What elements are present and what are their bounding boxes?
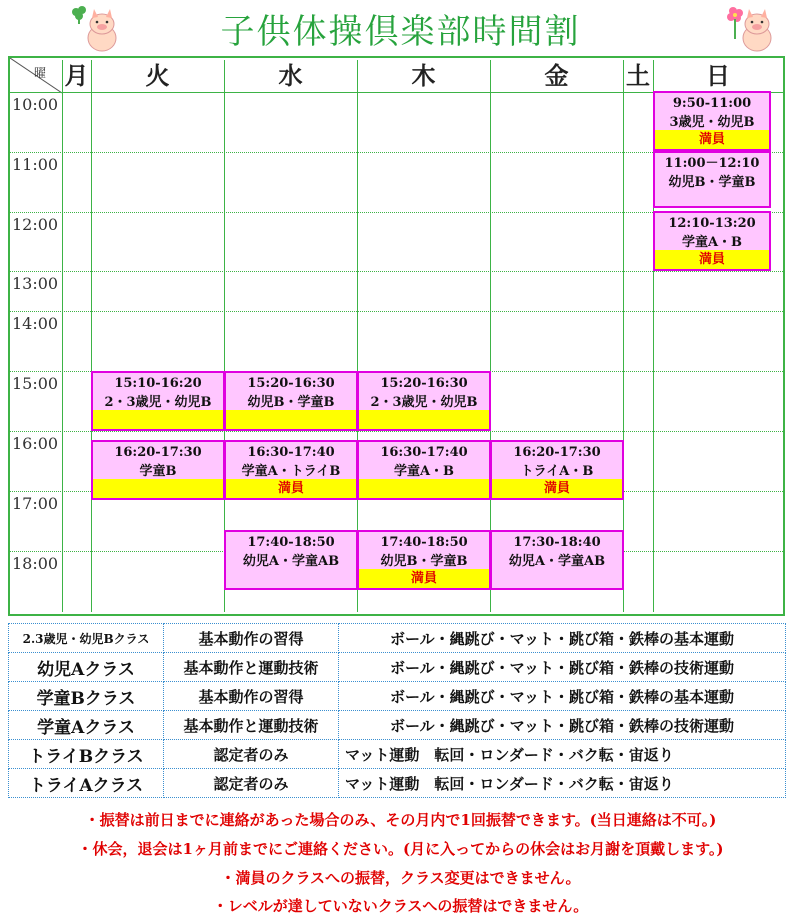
class-content: マット運動 転回・ロンダード・バク転・宙返り (339, 769, 786, 798)
class-time: 11:00－12:10 (664, 156, 760, 171)
day-header-wed: 水 (278, 62, 303, 90)
class-time: 17:40-18:50 (247, 535, 335, 550)
day-header-tue: 火 (145, 62, 170, 90)
day-header-sat: 土 (626, 62, 650, 90)
class-label: 学童A・B (393, 464, 455, 479)
class-block-wed-3[interactable] (224, 530, 358, 590)
class-goal: 認定者のみ (164, 769, 339, 798)
time-label: 13:00 (12, 274, 59, 293)
class-name: 学童Aクラス (9, 711, 164, 740)
class-time: 15:20-16:30 (380, 376, 468, 391)
note-text: ・満員のクラスへの振替，クラス変更はできません。 (220, 869, 581, 887)
class-time: 9:50-11:00 (672, 96, 752, 111)
full-badge (226, 569, 356, 588)
class-goal: 基本動作の習得 (164, 624, 339, 653)
class-time: 16:30-17:40 (380, 445, 468, 460)
table-row (9, 624, 786, 653)
class-block-thu-1[interactable] (357, 371, 491, 431)
time-label: 18:00 (12, 554, 59, 573)
class-block-tue-2[interactable] (91, 440, 225, 500)
time-label: 14:00 (12, 314, 59, 333)
class-time: 17:30-18:40 (513, 535, 601, 550)
class-content: ボール・縄跳び・マット・跳び箱・鉄棒の基本運動 (339, 682, 786, 711)
full-badge: 満員 (655, 250, 769, 269)
class-label: 幼児B・学童B (247, 395, 335, 410)
class-name: トライAクラス (9, 769, 164, 798)
class-label: 2・3歳児・幼児B (370, 395, 478, 410)
class-label: 幼児A・学童AB (508, 554, 606, 569)
class-label: 学童B (139, 464, 177, 479)
class-goal: 基本動作と運動技術 (164, 653, 339, 682)
class-legend-table (8, 623, 786, 798)
class-label: 幼児B・学童B (380, 554, 468, 569)
corner-label: 曜 (34, 66, 47, 80)
class-label: 3歳児・幼児B (669, 115, 755, 130)
class-time: 16:30-17:40 (247, 445, 335, 460)
full-badge (359, 479, 489, 498)
time-label: 16:00 (12, 434, 59, 453)
class-time: 16:20-17:30 (513, 445, 601, 460)
class-block-fri-2[interactable] (490, 440, 624, 500)
class-name: 幼児Aクラス (9, 653, 164, 682)
full-badge (655, 187, 769, 206)
class-label: 学童A・トライB (241, 464, 341, 479)
full-badge: 満員 (226, 479, 356, 498)
class-block-sun-1[interactable] (653, 91, 771, 151)
flower-pig-icon (723, 4, 781, 54)
note-text: ・振替は前日までに連絡があった場合のみ、その月内で1回振替できます。(当日連絡は不可。) (84, 811, 717, 829)
class-goal: 基本動作の習得 (164, 682, 339, 711)
class-content: ボール・縄跳び・マット・跳び箱・鉄棒の技術運動 (339, 653, 786, 682)
day-header-fri: 金 (544, 62, 569, 90)
time-label: 11:00 (12, 155, 59, 174)
class-name: トライBクラス (9, 740, 164, 769)
class-name: 学童Bクラス (9, 682, 164, 711)
class-name: 2.3歳児・幼児Bクラス (9, 624, 164, 653)
class-content: マット運動 転回・ロンダード・バク転・宙返り (339, 740, 786, 769)
time-label: 15:00 (12, 374, 59, 393)
time-label: 17:00 (12, 494, 59, 513)
full-badge (226, 410, 356, 429)
class-block-tue-1[interactable] (91, 371, 225, 431)
class-label: 幼児B・学童B (668, 175, 756, 190)
table-row (9, 769, 786, 798)
day-header-mon: 月 (64, 62, 89, 90)
class-block-fri-3[interactable] (490, 530, 624, 590)
class-content: ボール・縄跳び・マット・跳び箱・鉄棒の技術運動 (339, 711, 786, 740)
class-content: ボール・縄跳び・マット・跳び箱・鉄棒の基本運動 (339, 624, 786, 653)
time-label: 10:00 (12, 95, 59, 114)
day-header-sun: 日 (706, 62, 730, 90)
class-block-wed-2[interactable] (224, 440, 358, 500)
class-goal: 基本動作と運動技術 (164, 711, 339, 740)
full-badge (492, 569, 622, 588)
class-time: 15:20-16:30 (247, 376, 335, 391)
class-block-thu-3[interactable] (357, 530, 491, 590)
table-row (9, 653, 786, 682)
table-row (9, 682, 786, 711)
page-title: 子供体操倶楽部時間割 (220, 12, 581, 52)
full-badge (359, 410, 489, 429)
class-label: 幼児A・学童AB (242, 554, 340, 569)
full-badge (93, 410, 223, 429)
table-row (9, 740, 786, 769)
class-label: 学童A・B (681, 235, 743, 250)
time-label: 12:00 (12, 215, 59, 234)
class-label: 2・3歳児・幼児B (104, 395, 212, 410)
class-label: トライA・B (520, 464, 594, 479)
class-block-wed-1[interactable] (224, 371, 358, 431)
class-block-sun-2[interactable] (653, 151, 771, 208)
class-block-sun-3[interactable] (653, 211, 771, 271)
full-badge: 満員 (359, 569, 489, 588)
class-time: 16:20-17:30 (114, 445, 202, 460)
full-badge: 満員 (492, 479, 622, 498)
note-text: ・レベルが達していないクラスへの振替はできません。 (212, 897, 589, 915)
class-time: 15:10-16:20 (114, 376, 202, 391)
class-time: 17:40-18:50 (380, 535, 468, 550)
clover-pig-icon (68, 4, 126, 54)
day-header-thu: 木 (411, 62, 436, 90)
class-time: 12:10-13:20 (668, 216, 756, 231)
class-goal: 認定者のみ (164, 740, 339, 769)
note-text: ・休会，退会は1ヶ月前までにご連絡ください。(月に入ってからの休会はお月謝を頂戴します。) (77, 840, 724, 858)
full-badge (93, 479, 223, 498)
full-badge: 満員 (655, 130, 769, 149)
class-block-thu-2[interactable] (357, 440, 491, 500)
table-row (9, 711, 786, 740)
